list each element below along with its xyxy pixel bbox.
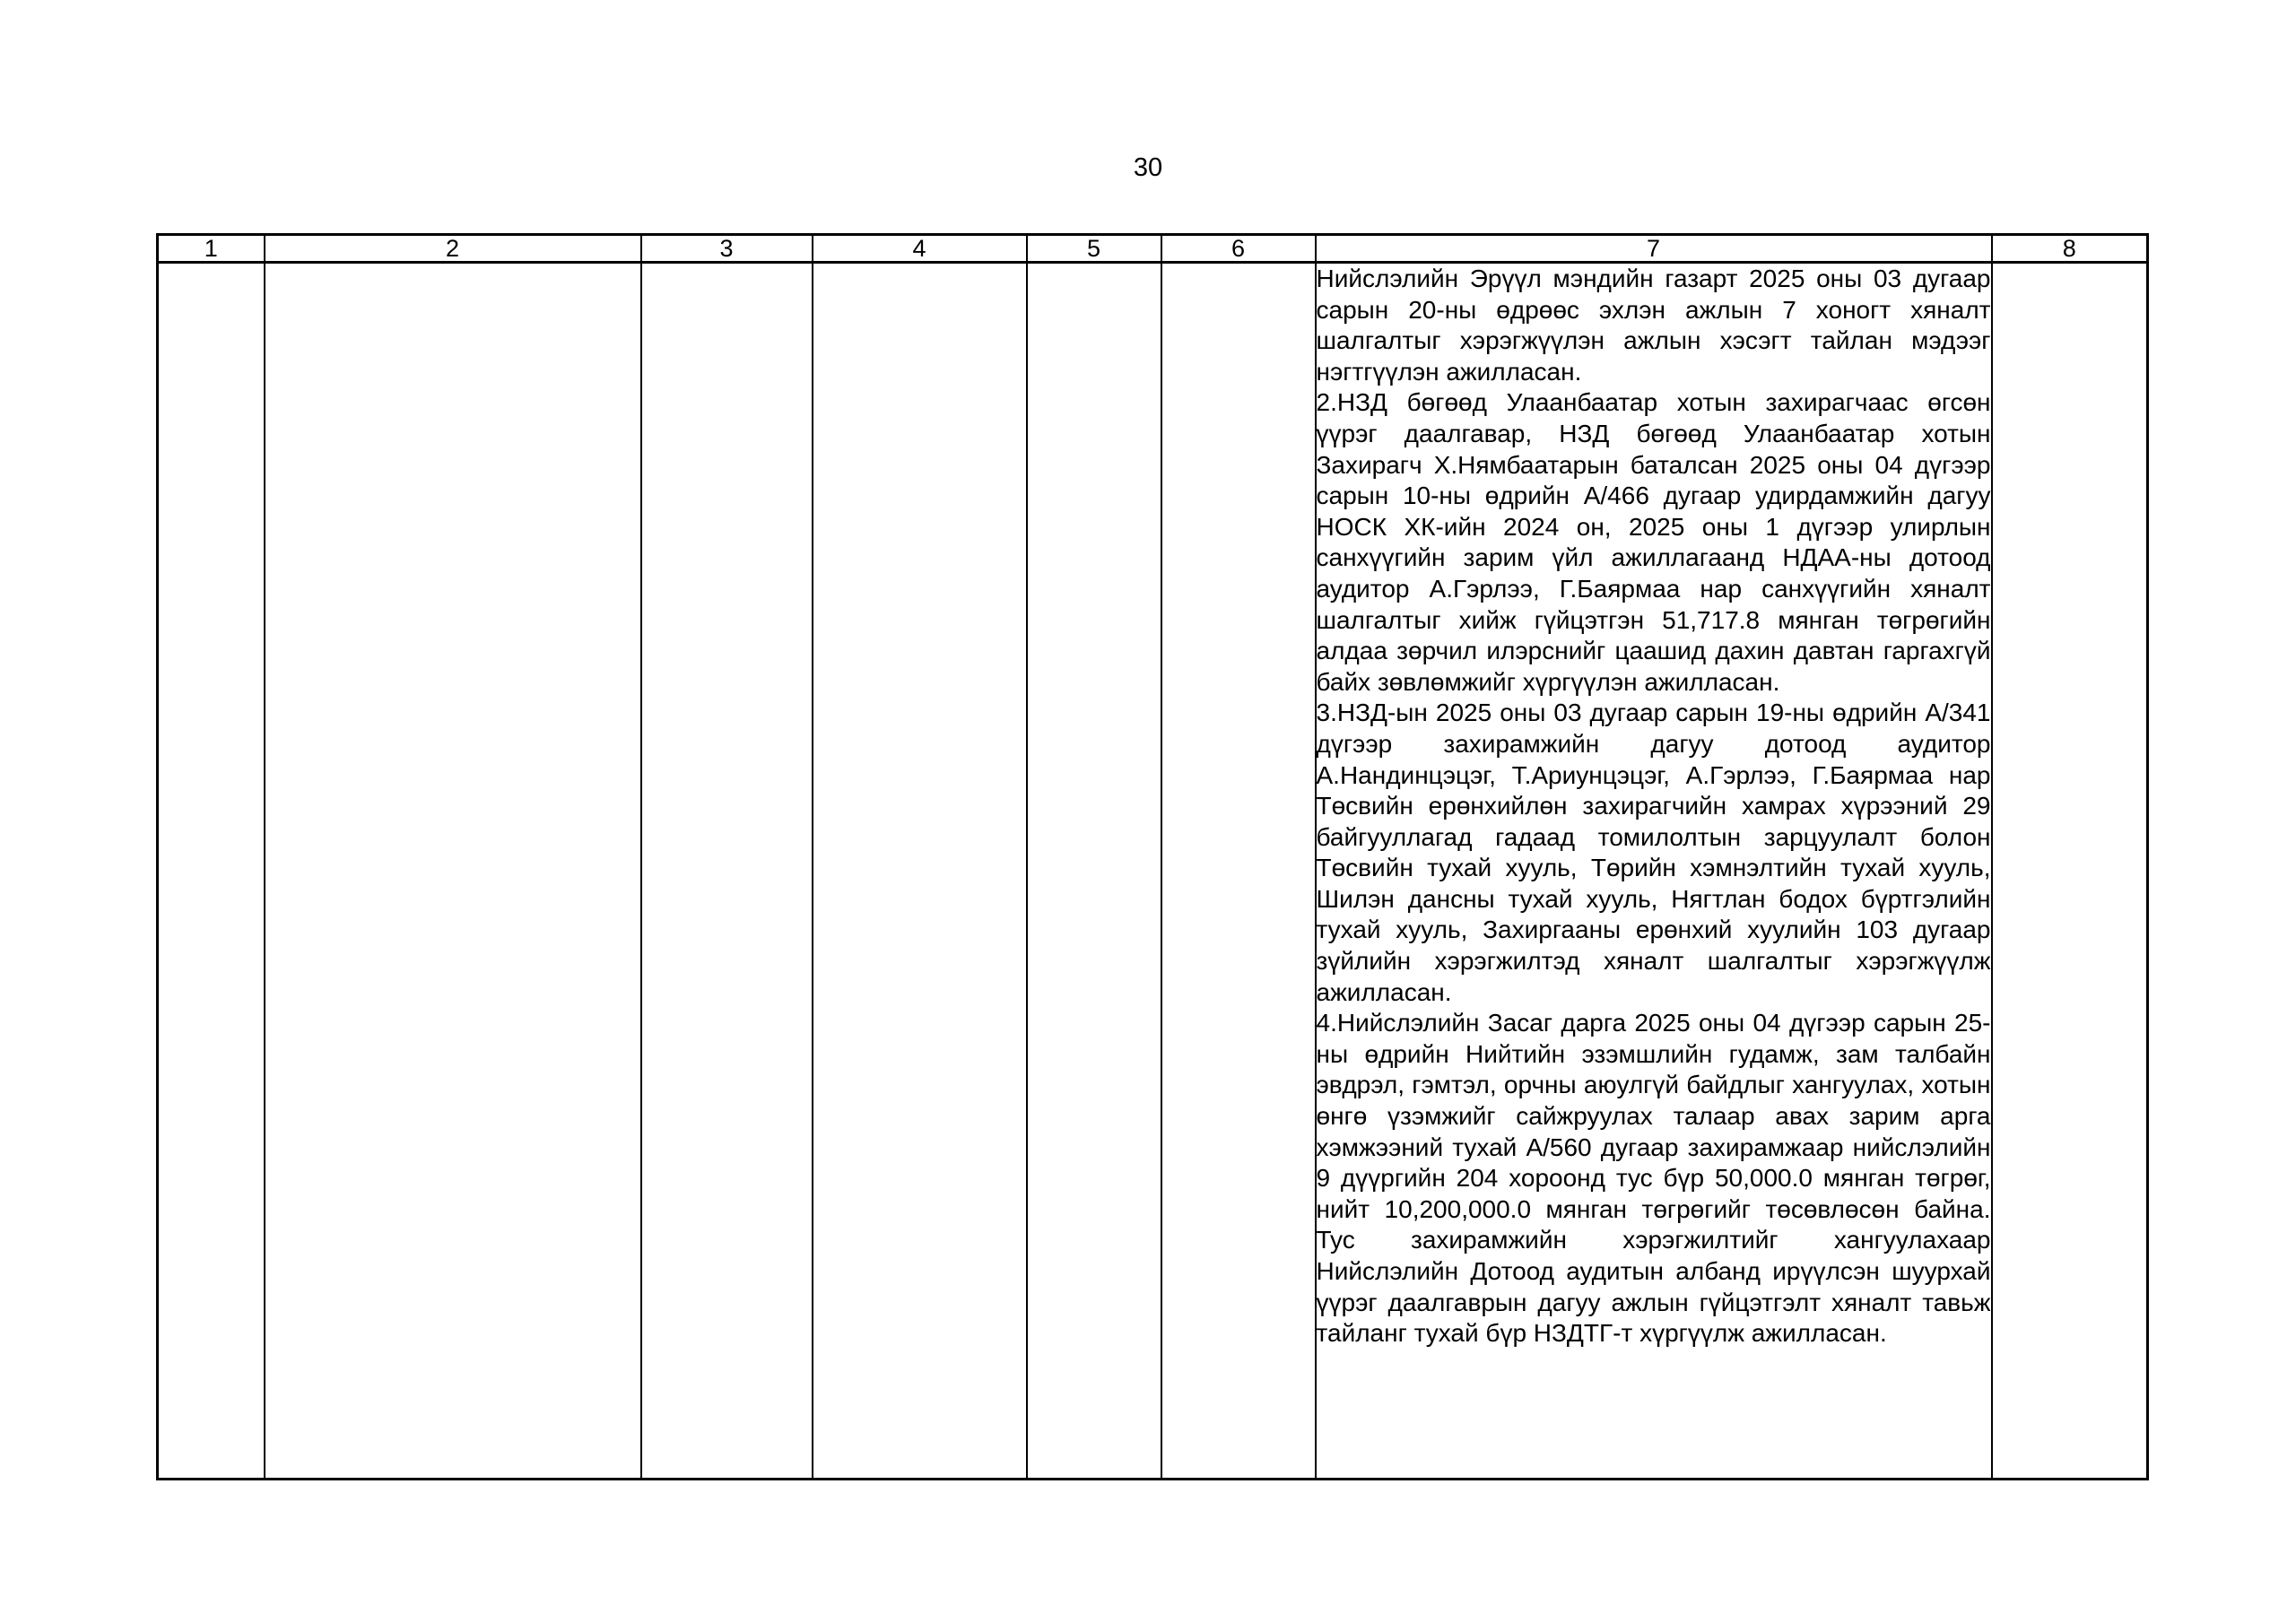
- report-paragraph-4: 4.Нийслэлийн Засаг дарга 2025 оны 04 дүгээр сарын 25-ны өдрийн Нийтийн эзэмшлийн гудамж, зам талбайн эвдрэл, гэмтэл, орчны аюулгүй байдлыг хангуулах, хотын өнгө үзэмжийг сайжруулах талаар авах зарим арга хэмжээний тухай А/560 дугаар захирамжаар нийслэлийн 9 дүүргийн 204 хороонд тус бүр 50,000.0 мянган төгрөг, нийт 10,200,000.0 мянган төгрөгийг төсөвлөсөн байна. Тус захирамжийн хэрэгжилтийг хангуулахаар Нийслэлийн Дотоод аудитын албанд ирүүлсэн шуурхай үүрэг даалгаврын дагуу ажлын гүйцэтгэлт хяналт тавьж тайланг тухай бүр НЗДТГ-т хүргүүлж ажилласан.: [1316, 1009, 1991, 1348]
- table-cell-col3-empty: [641, 263, 813, 1480]
- column-header-7: 7: [1316, 235, 1992, 263]
- report-paragraph-3: 3.НЗД-ын 2025 оны 03 дугаар сарын 19-ны өдрийн А/341 дүгээр захирамжийн дагуу дотоод аудитор А.Нандинцэцэг, Т.Ариунцэцэг, А.Гэрлээ, Г.Баярмаа нар Төсвийн ерөнхийлөн захирагчийн хамрах хүрээний 29 байгууллагад гадаад томилолтын зарцуулалт болон Төсвийн тухай хууль, Төрийн хэмнэлтийн тухай хууль, Шилэн дансны тухай хууль, Нягтлан бодох бүртгэлийн тухай хууль, Захиргааны ерөнхий хуулийн 103 дугаар зүйлийн хэрэгжилтэд хяналт шалгалтыг хэрэгжүүлж ажилласан.: [1316, 699, 1991, 1006]
- table-cell-col7-report-text: [1316, 263, 1992, 1480]
- table-cell-col1-empty: [158, 263, 265, 1480]
- page-number: 30: [1133, 153, 1163, 182]
- table-cell-col6-empty: [1161, 263, 1316, 1480]
- table-header-row: [158, 235, 2148, 263]
- report-paragraph-2: 2.НЗД бөгөөд Улаанбаатар хотын захирагчаас өгсөн үүрэг даалгавар, НЗД бөгөөд Улаанбаатар хотын Захирагч Х.Нямбаатарын баталсан 2025 оны 04 дүгээр сарын 10-ны өдрийн А/466 дугаар удирдамжийн дагуу НОСК ХК-ийн 2024 он, 2025 оны 1 дүгээр улирлын санхүүгийн зарим үйл ажиллагаанд НДАА-ны дотоод аудитор А.Гэрлээ, Г.Баярмаа нар санхүүгийн хяналт шалгалтыг хийж гүйцэтгэн 51,717.8 мянган төгрөгийн алдаа зөрчил илэрснийг цаашид дахин давтан гаргахгүй байх зөвлөмжийг хүргүүлэн ажилласан.: [1316, 388, 1991, 696]
- column-header-5: 5: [1027, 235, 1161, 263]
- table-cell-col8-empty: [1992, 263, 2148, 1480]
- column-header-8: 8: [1992, 235, 2148, 263]
- table-cell-col4-empty: [813, 263, 1027, 1480]
- column-header-2: 2: [265, 235, 641, 263]
- report-table: [156, 233, 2149, 1480]
- report-paragraph-1: Нийслэлийн Эрүүл мэндийн газарт 2025 оны 03 дугаар сарын 20-ны өдрөөс эхлэн ажлын 7 хоногт хяналт шалгалтыг хэрэгжүүлэн ажлын хэсэгт тайлан мэдээг нэгтгүүлэн ажилласан.: [1316, 265, 1991, 386]
- table-cell-col2-empty: [265, 263, 641, 1480]
- table-cell-col5-empty: [1027, 263, 1161, 1480]
- column-header-4: 4: [813, 235, 1027, 263]
- column-header-1: 1: [158, 235, 265, 263]
- column-header-3: 3: [641, 235, 813, 263]
- column-header-6: 6: [1161, 235, 1316, 263]
- table-body-row: [158, 263, 2148, 1480]
